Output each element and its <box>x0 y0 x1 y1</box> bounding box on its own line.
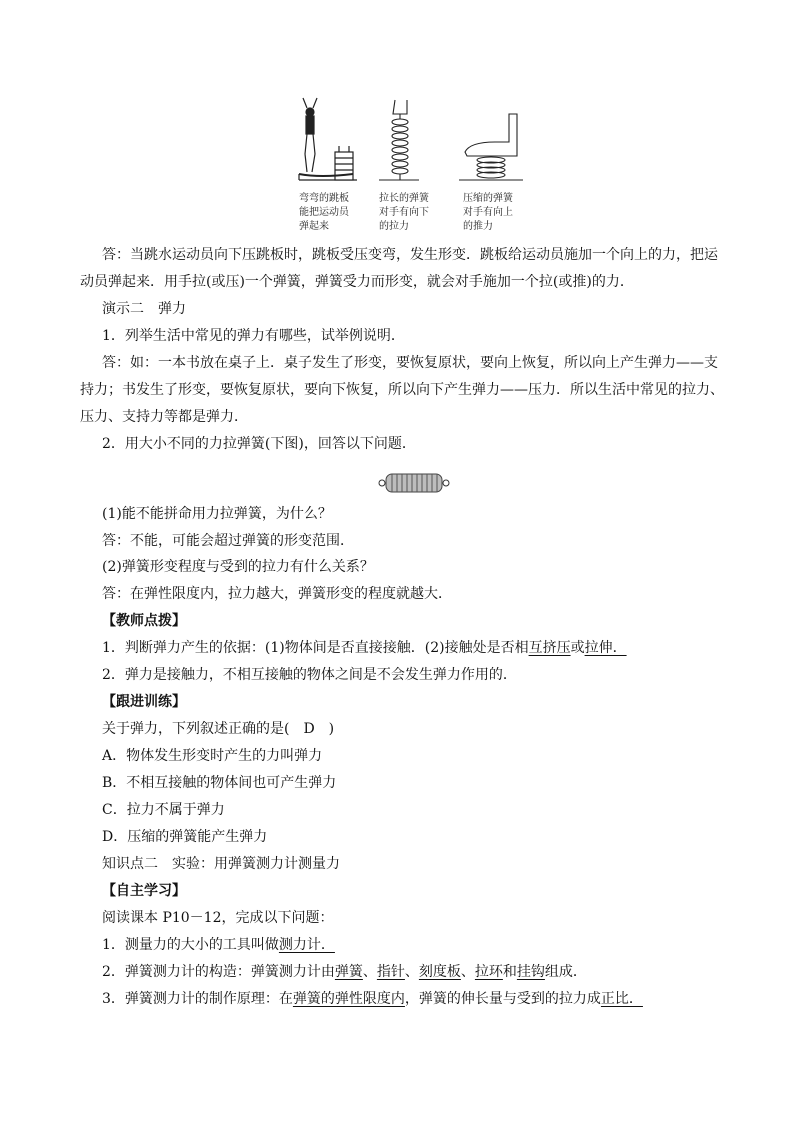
question-1: 1．列举生活中常见的弹力有哪些，试举例说明． <box>102 328 405 344</box>
item-2-blank-hook: 挂钩 <box>516 964 545 980</box>
item-3-blank-1: 弹簧的弹性限度内 <box>292 991 405 1007</box>
item-2-sep-1: 、 <box>362 964 377 980</box>
item-1-text: 1．测量力的大小的工具叫做 <box>102 937 279 953</box>
option-d: D．压缩的弹簧能产生弹力 <box>102 829 268 845</box>
option-a: A．物体发生形变时产生的力叫弹力 <box>102 748 323 764</box>
knowledge-point-2-heading: 知识点二 实验：用弹簧测力计测量力 <box>102 856 340 872</box>
spring-icon <box>378 472 450 494</box>
reading-instruction: 阅读课本 P10－12，完成以下问题： <box>102 910 334 926</box>
question-2: 2．用大小不同的力拉弹簧(下图)，回答以下问题． <box>102 436 416 452</box>
tip-1-blank-1: 互挤压 <box>528 640 571 656</box>
stretched-spring-drawing <box>379 100 419 180</box>
tip-1-text: 1．判断弹力产生的依据：(1)物体间是否直接接触．(2)接触处是否相 <box>102 640 529 656</box>
item-3-text: 3．弹簧测力计的制作原理：在 <box>102 991 293 1007</box>
item-2-blank-spring: 弹簧 <box>334 964 363 980</box>
answer-line-1: 答：当跳水运动员向下压跳板时，跳板受压变弯，发生形变．跳板给运动员施加一个向上的力，把运 <box>102 247 718 263</box>
answer-2-line-2: 持力；书发生了形变，要恢复原状，要向下恢复，所以向下产生弹力——压力．所以生活中常见的拉力、 <box>80 382 724 398</box>
sub-answer-1: 答：不能，可能会超过弹簧的形变范围． <box>102 533 354 549</box>
teacher-tips-heading: 【教师点拨】 <box>102 613 186 629</box>
tip-1 <box>102 637 627 659</box>
answer-2-line-1: 答：如：一本书放在桌子上．桌子发生了形变，要恢复原状，要向上恢复，所以向上产生弹力——支 <box>102 355 718 371</box>
answer-line-2: 动员弹起来．用手拉(或压)一个弹簧，弹簧受力而形变，就会对手施加一个拉(或推)的力． <box>80 274 634 290</box>
item-3-blank-2: 正比． <box>600 991 643 1007</box>
answer-2-line-3: 压力、支持力等都是弹力． <box>80 409 248 425</box>
option-c: C．拉力不属于弹力 <box>102 802 225 818</box>
demo-2-heading: 演示二 弹力 <box>102 301 186 317</box>
caption-compressed-spring: 压缩的弹簧 对手有向上 的推力 <box>463 193 513 232</box>
caption-stretched-spring: 拉长的弹簧 对手有向下 的拉力 <box>379 193 429 232</box>
item-2-text: 2．弹簧测力计的构造：弹簧测力计由 <box>102 964 335 980</box>
caption-diving-board: 弯弯的跳板 能把运动员 弹起来 <box>299 193 349 232</box>
practice-heading: 【跟进训练】 <box>102 694 186 710</box>
sub-question-2: (2)弹簧形变程度与受到的拉力有什么关系？ <box>102 559 374 575</box>
item-2-blank-ring: 拉环 <box>474 964 503 980</box>
sub-answer-2: 答：在弹性限度内，拉力越大，弹簧形变的程度就越大． <box>102 586 452 602</box>
item-3-mid: ，弹簧的伸长量与受到的拉力成 <box>404 991 601 1007</box>
illustration-drawings <box>295 96 531 188</box>
tip-2: 2．弹力是接触力，不相互接触的物体之间是不会发生弹力作用的． <box>102 667 517 683</box>
tip-1-or: 或 <box>570 640 585 656</box>
self-study-heading: 【自主学习】 <box>102 883 186 899</box>
tip-1-blank-2: 拉伸． <box>584 640 627 656</box>
item-2-sep-3: 、 <box>460 964 475 980</box>
option-b: B．不相互接触的物体间也可产生弹力 <box>102 775 337 791</box>
item-2-and: 和 <box>502 964 517 980</box>
item-1-blank: 测力计． <box>278 937 335 953</box>
practice-question: 关于弹力，下列叙述正确的是( D ) <box>102 721 335 737</box>
item-2-blank-pointer: 指针 <box>376 964 405 980</box>
compressed-spring-drawing <box>459 114 523 180</box>
item-3 <box>102 988 643 1010</box>
item-2-end: 组成． <box>544 964 587 980</box>
item-1 <box>102 934 335 956</box>
item-2-blank-scale: 刻度板 <box>418 964 461 980</box>
diver-springboard-drawing <box>299 98 357 180</box>
illustration-figure <box>295 96 531 240</box>
item-2-sep-2: 、 <box>404 964 419 980</box>
sub-question-1: (1)能不能拼命用力拉弹簧，为什么？ <box>102 506 332 522</box>
item-2 <box>102 961 587 983</box>
